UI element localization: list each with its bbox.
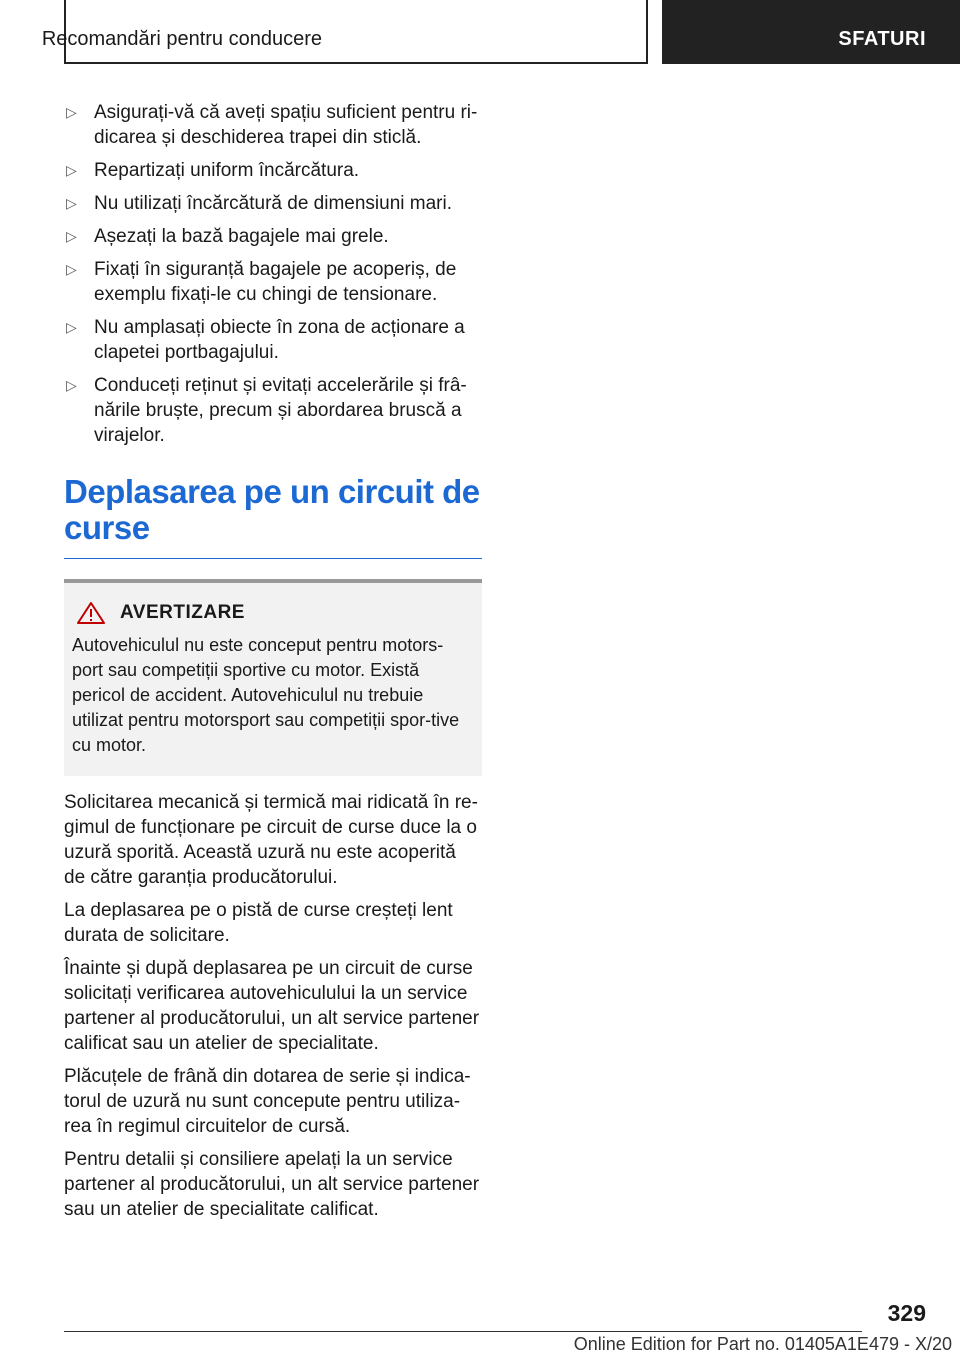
list-item: ▷ Nu amplasați obiecte în zona de acționare a clapetei portbagajului. [66, 317, 465, 363]
bullet-list [64, 100, 482, 448]
list-item: ▷ Așezați la bază bagajele mai grele. [66, 226, 389, 247]
list-item: ▷ Nu utilizați încărcătură de dimensiuni mari. [66, 193, 452, 214]
list-item: ▷ Repartizați uniform încărcătura. [66, 160, 360, 181]
header-box [41, 0, 648, 64]
paragraph: Înainte și după deplasarea pe un circuit de curse solicitați verificarea autovehiculului la un service partener al producătorului, un alt service partener calificat sau un atelier de specialitate. [64, 958, 480, 1054]
section-title: Deplasarea pe un circuit de curse [64, 473, 480, 546]
warning-header [72, 601, 474, 625]
triangle-bullet-icon: ▷ [66, 261, 77, 277]
triangle-bullet-icon: ▷ [66, 319, 77, 335]
warning-box [64, 579, 482, 776]
list-item: ▷ Asigurați-vă că aveți spațiu suficient pentru ri-dicarea și deschiderea trapei din sticlă. [66, 102, 478, 148]
section-heading: Recomandări pentru conducere [41, 28, 322, 50]
warning-title: AVERTIZARE [120, 602, 245, 623]
main-content [64, 100, 482, 1222]
chapter-tab [662, 0, 960, 64]
title-divider [64, 558, 482, 559]
paragraph: Solicitarea mecanică și termică mai ridicată în re-gimul de funcționare pe circuit de curse duce la o uzură sporită. Această uzură nu este acoperită de către garanția producătorului. [64, 792, 478, 888]
paragraph: Pentru detalii și consiliere apelați la un service partener al producătorului, un alt service partener sau un atelier de specialitate calificat. [64, 1149, 480, 1220]
chapter-label: SFATURI [838, 28, 926, 50]
list-item: ▷ Fixați în siguranță bagajele pe acoperiș, de exemplu fixați-le cu chingi de tensionare. [66, 259, 457, 305]
footer-edition: Online Edition for Part no. 01405A1E479 - X/20 [573, 1334, 952, 1354]
triangle-bullet-icon: ▷ [66, 228, 77, 244]
footer-divider [64, 1331, 862, 1332]
warning-text: Autovehiculul nu este conceput pentru motors-port sau competiții sportive cu motor. Există pericol de accident. Autovehiculul nu trebuie utilizat pentru motorsport sau competiții spor-tive cu motor. [72, 635, 460, 755]
triangle-bullet-icon: ▷ [66, 377, 77, 393]
triangle-bullet-icon: ▷ [66, 104, 77, 120]
page-number: 329 [887, 1300, 926, 1326]
triangle-bullet-icon: ▷ [66, 162, 77, 178]
warning-triangle-icon [76, 601, 106, 625]
paragraph: Plăcuțele de frână din dotarea de serie și indica-torul de uzură nu sunt concepute pentru utiliza-rea în regimul circuitelor de cursă. [64, 1066, 471, 1137]
paragraph: La deplasarea pe o pistă de curse creșteți lent durata de solicitare. [64, 900, 453, 946]
triangle-bullet-icon: ▷ [66, 195, 77, 211]
list-item: ▷ Conduceți reținut și evitați accelerările și frâ-nările bruște, precum și abordarea bruscă a virajelor. [66, 375, 467, 446]
